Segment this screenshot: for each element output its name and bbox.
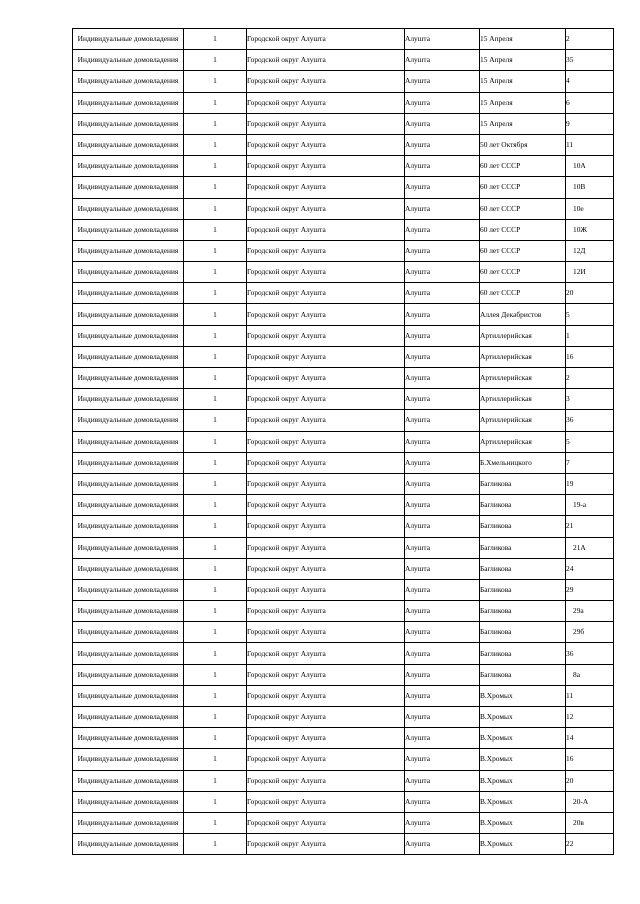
district-cell: Городской округ Алушта [247, 685, 405, 706]
count-cell: 1 [184, 770, 247, 791]
dwelling-type-cell: Индивидуальные домовладения [73, 452, 184, 473]
dwelling-type-cell: Индивидуальные домовладения [73, 283, 184, 304]
city-cell: Алушта [405, 304, 480, 325]
city-cell: Алушта [405, 92, 480, 113]
district-cell: Городской округ Алушта [247, 368, 405, 389]
dwelling-type-cell: Индивидуальные домовладения [73, 622, 184, 643]
count-cell: 1 [184, 325, 247, 346]
street-cell: 60 лет СССР [480, 177, 566, 198]
city-cell: Алушта [405, 812, 480, 833]
table-row [73, 346, 614, 367]
city-cell: Алушта [405, 664, 480, 685]
street-cell: Багликова [480, 495, 566, 516]
district-cell: Городской округ Алушта [247, 283, 405, 304]
street-cell: Багликова [480, 473, 566, 494]
district-cell: Городской округ Алушта [247, 198, 405, 219]
district-cell: Городской округ Алушта [247, 71, 405, 92]
table-row [73, 749, 614, 770]
count-cell: 1 [184, 346, 247, 367]
count-cell: 1 [184, 495, 247, 516]
count-cell: 1 [184, 685, 247, 706]
dwelling-type-cell: Индивидуальные домовладения [73, 304, 184, 325]
dwelling-type-cell: Индивидуальные домовладения [73, 431, 184, 452]
house-number-cell: 2 [566, 29, 614, 50]
city-cell: Алушта [405, 558, 480, 579]
table-row [73, 262, 614, 283]
dwelling-type-cell: Индивидуальные домовладения [73, 601, 184, 622]
house-number-cell: 21А [566, 537, 614, 558]
street-cell: В.Хромых [480, 791, 566, 812]
street-cell: Артиллерийская [480, 389, 566, 410]
count-cell: 1 [184, 791, 247, 812]
table-row [73, 325, 614, 346]
district-cell: Городской округ Алушта [247, 325, 405, 346]
street-cell: 60 лет СССР [480, 240, 566, 261]
table-row [73, 177, 614, 198]
district-cell: Городской округ Алушта [247, 749, 405, 770]
dwelling-type-cell: Индивидуальные домовладения [73, 812, 184, 833]
street-cell: Б.Хмельницкого [480, 452, 566, 473]
dwelling-type-cell: Индивидуальные домовладения [73, 50, 184, 71]
address-table [72, 28, 614, 855]
table-row [73, 368, 614, 389]
house-number-cell: 12И [566, 262, 614, 283]
house-number-cell: 24 [566, 558, 614, 579]
city-cell: Алушта [405, 516, 480, 537]
house-number-cell: 4 [566, 71, 614, 92]
count-cell: 1 [184, 431, 247, 452]
street-cell: В.Хромых [480, 728, 566, 749]
house-number-cell: 20 [566, 770, 614, 791]
district-cell: Городской округ Алушта [247, 770, 405, 791]
street-cell: 15 Апреля [480, 113, 566, 134]
count-cell: 1 [184, 707, 247, 728]
table-row [73, 92, 614, 113]
district-cell: Городской округ Алушта [247, 728, 405, 749]
table-row [73, 71, 614, 92]
district-cell: Городской округ Алушта [247, 262, 405, 283]
city-cell: Алушта [405, 198, 480, 219]
dwelling-type-cell: Индивидуальные домовладения [73, 198, 184, 219]
count-cell: 1 [184, 262, 247, 283]
city-cell: Алушта [405, 262, 480, 283]
city-cell: Алушта [405, 601, 480, 622]
count-cell: 1 [184, 368, 247, 389]
dwelling-type-cell: Индивидуальные домовладения [73, 92, 184, 113]
table-row [73, 622, 614, 643]
street-cell: Артиллерийская [480, 368, 566, 389]
district-cell: Городской округ Алушта [247, 537, 405, 558]
dwelling-type-cell: Индивидуальные домовладения [73, 664, 184, 685]
dwelling-type-cell: Индивидуальные домовладения [73, 770, 184, 791]
district-cell: Городской округ Алушта [247, 304, 405, 325]
count-cell: 1 [184, 643, 247, 664]
city-cell: Алушта [405, 537, 480, 558]
street-cell: Багликова [480, 516, 566, 537]
district-cell: Городской округ Алушта [247, 643, 405, 664]
street-cell: 60 лет СССР [480, 219, 566, 240]
table-row [73, 601, 614, 622]
city-cell: Алушта [405, 749, 480, 770]
street-cell: Аллея Декабристов [480, 304, 566, 325]
street-cell: Артиллерийская [480, 325, 566, 346]
count-cell: 1 [184, 516, 247, 537]
city-cell: Алушта [405, 770, 480, 791]
table-row [73, 664, 614, 685]
street-cell: 15 Апреля [480, 29, 566, 50]
dwelling-type-cell: Индивидуальные домовладения [73, 134, 184, 155]
district-cell: Городской округ Алушта [247, 92, 405, 113]
count-cell: 1 [184, 558, 247, 579]
count-cell: 1 [184, 156, 247, 177]
table-row [73, 728, 614, 749]
dwelling-type-cell: Индивидуальные домовладения [73, 558, 184, 579]
dwelling-type-cell: Индивидуальные домовладения [73, 325, 184, 346]
dwelling-type-cell: Индивидуальные домовладения [73, 579, 184, 600]
house-number-cell: 8а [566, 664, 614, 685]
house-number-cell: 35 [566, 50, 614, 71]
dwelling-type-cell: Индивидуальные домовладения [73, 71, 184, 92]
street-cell: В.Хромых [480, 749, 566, 770]
table-row [73, 198, 614, 219]
house-number-cell: 29б [566, 622, 614, 643]
count-cell: 1 [184, 728, 247, 749]
table-row [73, 770, 614, 791]
city-cell: Алушта [405, 791, 480, 812]
house-number-cell: 16 [566, 346, 614, 367]
count-cell: 1 [184, 219, 247, 240]
table-row [73, 240, 614, 261]
dwelling-type-cell: Индивидуальные домовладения [73, 728, 184, 749]
house-number-cell: 20в [566, 812, 614, 833]
district-cell: Городской округ Алушта [247, 240, 405, 261]
dwelling-type-cell: Индивидуальные домовладения [73, 262, 184, 283]
dwelling-type-cell: Индивидуальные домовладения [73, 643, 184, 664]
dwelling-type-cell: Индивидуальные домовладения [73, 410, 184, 431]
street-cell: 15 Апреля [480, 50, 566, 71]
district-cell: Городской округ Алушта [247, 579, 405, 600]
table-row [73, 516, 614, 537]
house-number-cell: 1 [566, 325, 614, 346]
city-cell: Алушта [405, 240, 480, 261]
street-cell: 15 Апреля [480, 92, 566, 113]
district-cell: Городской округ Алушта [247, 134, 405, 155]
table-row [73, 473, 614, 494]
house-number-cell: 14 [566, 728, 614, 749]
street-cell: Багликова [480, 622, 566, 643]
house-number-cell: 36 [566, 643, 614, 664]
city-cell: Алушта [405, 325, 480, 346]
table-row [73, 643, 614, 664]
count-cell: 1 [184, 410, 247, 431]
street-cell: 60 лет СССР [480, 262, 566, 283]
district-cell: Городской округ Алушта [247, 495, 405, 516]
district-cell: Городской округ Алушта [247, 452, 405, 473]
count-cell: 1 [184, 664, 247, 685]
table-row [73, 410, 614, 431]
house-number-cell: 19 [566, 473, 614, 494]
city-cell: Алушта [405, 622, 480, 643]
count-cell: 1 [184, 50, 247, 71]
table-row [73, 304, 614, 325]
district-cell: Городской округ Алушта [247, 431, 405, 452]
house-number-cell: 7 [566, 452, 614, 473]
street-cell: В.Хромых [480, 707, 566, 728]
street-cell: Артиллерийская [480, 346, 566, 367]
house-number-cell: 5 [566, 304, 614, 325]
table-row [73, 579, 614, 600]
house-number-cell: 11 [566, 685, 614, 706]
dwelling-type-cell: Индивидуальные домовладения [73, 537, 184, 558]
dwelling-type-cell: Индивидуальные домовладения [73, 749, 184, 770]
table-row [73, 156, 614, 177]
count-cell: 1 [184, 537, 247, 558]
house-number-cell: 10е [566, 198, 614, 219]
district-cell: Городской округ Алушта [247, 346, 405, 367]
table-row [73, 812, 614, 833]
street-cell: 60 лет СССР [480, 198, 566, 219]
house-number-cell: 9 [566, 113, 614, 134]
street-cell: Багликова [480, 579, 566, 600]
dwelling-type-cell: Индивидуальные домовладения [73, 29, 184, 50]
district-cell: Городской округ Алушта [247, 601, 405, 622]
city-cell: Алушта [405, 431, 480, 452]
count-cell: 1 [184, 579, 247, 600]
count-cell: 1 [184, 812, 247, 833]
count-cell: 1 [184, 473, 247, 494]
house-number-cell: 21 [566, 516, 614, 537]
dwelling-type-cell: Индивидуальные домовладения [73, 177, 184, 198]
city-cell: Алушта [405, 346, 480, 367]
count-cell: 1 [184, 92, 247, 113]
dwelling-type-cell: Индивидуальные домовладения [73, 685, 184, 706]
street-cell: Багликова [480, 558, 566, 579]
house-number-cell: 16 [566, 749, 614, 770]
table-row [73, 219, 614, 240]
city-cell: Алушта [405, 834, 480, 855]
city-cell: Алушта [405, 283, 480, 304]
street-cell: Багликова [480, 664, 566, 685]
count-cell: 1 [184, 134, 247, 155]
city-cell: Алушта [405, 71, 480, 92]
count-cell: 1 [184, 198, 247, 219]
house-number-cell: 5 [566, 431, 614, 452]
count-cell: 1 [184, 622, 247, 643]
street-cell: 50 лет Октября [480, 134, 566, 155]
city-cell: Алушта [405, 685, 480, 706]
street-cell: Багликова [480, 601, 566, 622]
street-cell: 60 лет СССР [480, 283, 566, 304]
street-cell: В.Хромых [480, 685, 566, 706]
table-row [73, 113, 614, 134]
city-cell: Алушта [405, 495, 480, 516]
city-cell: Алушта [405, 50, 480, 71]
count-cell: 1 [184, 452, 247, 473]
district-cell: Городской округ Алушта [247, 50, 405, 71]
house-number-cell: 19-а [566, 495, 614, 516]
street-cell: Багликова [480, 537, 566, 558]
dwelling-type-cell: Индивидуальные домовладения [73, 156, 184, 177]
count-cell: 1 [184, 71, 247, 92]
table-row [73, 452, 614, 473]
district-cell: Городской округ Алушта [247, 707, 405, 728]
table-row [73, 707, 614, 728]
address-table-body [73, 29, 614, 855]
house-number-cell: 22 [566, 834, 614, 855]
table-row [73, 791, 614, 812]
street-cell: Багликова [480, 643, 566, 664]
street-cell: В.Хромых [480, 834, 566, 855]
street-cell: 15 Апреля [480, 71, 566, 92]
city-cell: Алушта [405, 368, 480, 389]
city-cell: Алушта [405, 579, 480, 600]
count-cell: 1 [184, 29, 247, 50]
district-cell: Городской округ Алушта [247, 558, 405, 579]
street-cell: В.Хромых [480, 812, 566, 833]
table-row [73, 495, 614, 516]
street-cell: 60 лет СССР [480, 156, 566, 177]
dwelling-type-cell: Индивидуальные домовладения [73, 389, 184, 410]
count-cell: 1 [184, 749, 247, 770]
count-cell: 1 [184, 304, 247, 325]
table-row [73, 283, 614, 304]
district-cell: Городской округ Алушта [247, 219, 405, 240]
city-cell: Алушта [405, 177, 480, 198]
district-cell: Городской округ Алушта [247, 113, 405, 134]
street-cell: Артиллерийская [480, 410, 566, 431]
district-cell: Городской округ Алушта [247, 834, 405, 855]
district-cell: Городской округ Алушта [247, 177, 405, 198]
table-row [73, 537, 614, 558]
dwelling-type-cell: Индивидуальные домовладения [73, 707, 184, 728]
house-number-cell: 2 [566, 368, 614, 389]
district-cell: Городской округ Алушта [247, 156, 405, 177]
dwelling-type-cell: Индивидуальные домовладения [73, 834, 184, 855]
table-row [73, 29, 614, 50]
district-cell: Городской округ Алушта [247, 812, 405, 833]
table-row [73, 834, 614, 855]
district-cell: Городской округ Алушта [247, 622, 405, 643]
table-row [73, 389, 614, 410]
district-cell: Городской округ Алушта [247, 664, 405, 685]
city-cell: Алушта [405, 452, 480, 473]
table-row [73, 134, 614, 155]
house-number-cell: 29а [566, 601, 614, 622]
city-cell: Алушта [405, 473, 480, 494]
city-cell: Алушта [405, 410, 480, 431]
house-number-cell: 11 [566, 134, 614, 155]
count-cell: 1 [184, 834, 247, 855]
city-cell: Алушта [405, 219, 480, 240]
dwelling-type-cell: Индивидуальные домовладения [73, 368, 184, 389]
count-cell: 1 [184, 113, 247, 134]
house-number-cell: 36 [566, 410, 614, 431]
dwelling-type-cell: Индивидуальные домовладения [73, 516, 184, 537]
house-number-cell: 10Ж [566, 219, 614, 240]
city-cell: Алушта [405, 156, 480, 177]
city-cell: Алушта [405, 728, 480, 749]
count-cell: 1 [184, 389, 247, 410]
dwelling-type-cell: Индивидуальные домовладения [73, 473, 184, 494]
district-cell: Городской округ Алушта [247, 410, 405, 431]
dwelling-type-cell: Индивидуальные домовладения [73, 113, 184, 134]
count-cell: 1 [184, 601, 247, 622]
house-number-cell: 12Д [566, 240, 614, 261]
street-cell: В.Хромых [480, 770, 566, 791]
district-cell: Городской округ Алушта [247, 791, 405, 812]
dwelling-type-cell: Индивидуальные домовладения [73, 791, 184, 812]
dwelling-type-cell: Индивидуальные домовладения [73, 219, 184, 240]
city-cell: Алушта [405, 29, 480, 50]
district-cell: Городской округ Алушта [247, 389, 405, 410]
city-cell: Алушта [405, 643, 480, 664]
dwelling-type-cell: Индивидуальные домовладения [73, 495, 184, 516]
house-number-cell: 20-А [566, 791, 614, 812]
city-cell: Алушта [405, 134, 480, 155]
dwelling-type-cell: Индивидуальные домовладения [73, 346, 184, 367]
house-number-cell: 6 [566, 92, 614, 113]
district-cell: Городской округ Алушта [247, 473, 405, 494]
table-row [73, 558, 614, 579]
city-cell: Алушта [405, 389, 480, 410]
house-number-cell: 10А [566, 156, 614, 177]
house-number-cell: 10В [566, 177, 614, 198]
count-cell: 1 [184, 177, 247, 198]
house-number-cell: 12 [566, 707, 614, 728]
house-number-cell: 20 [566, 283, 614, 304]
house-number-cell: 3 [566, 389, 614, 410]
count-cell: 1 [184, 283, 247, 304]
table-row [73, 50, 614, 71]
table-row [73, 431, 614, 452]
table-row [73, 685, 614, 706]
district-cell: Городской округ Алушта [247, 516, 405, 537]
city-cell: Алушта [405, 113, 480, 134]
house-number-cell: 29 [566, 579, 614, 600]
district-cell: Городской округ Алушта [247, 29, 405, 50]
city-cell: Алушта [405, 707, 480, 728]
street-cell: Артиллерийская [480, 431, 566, 452]
count-cell: 1 [184, 240, 247, 261]
dwelling-type-cell: Индивидуальные домовладения [73, 240, 184, 261]
